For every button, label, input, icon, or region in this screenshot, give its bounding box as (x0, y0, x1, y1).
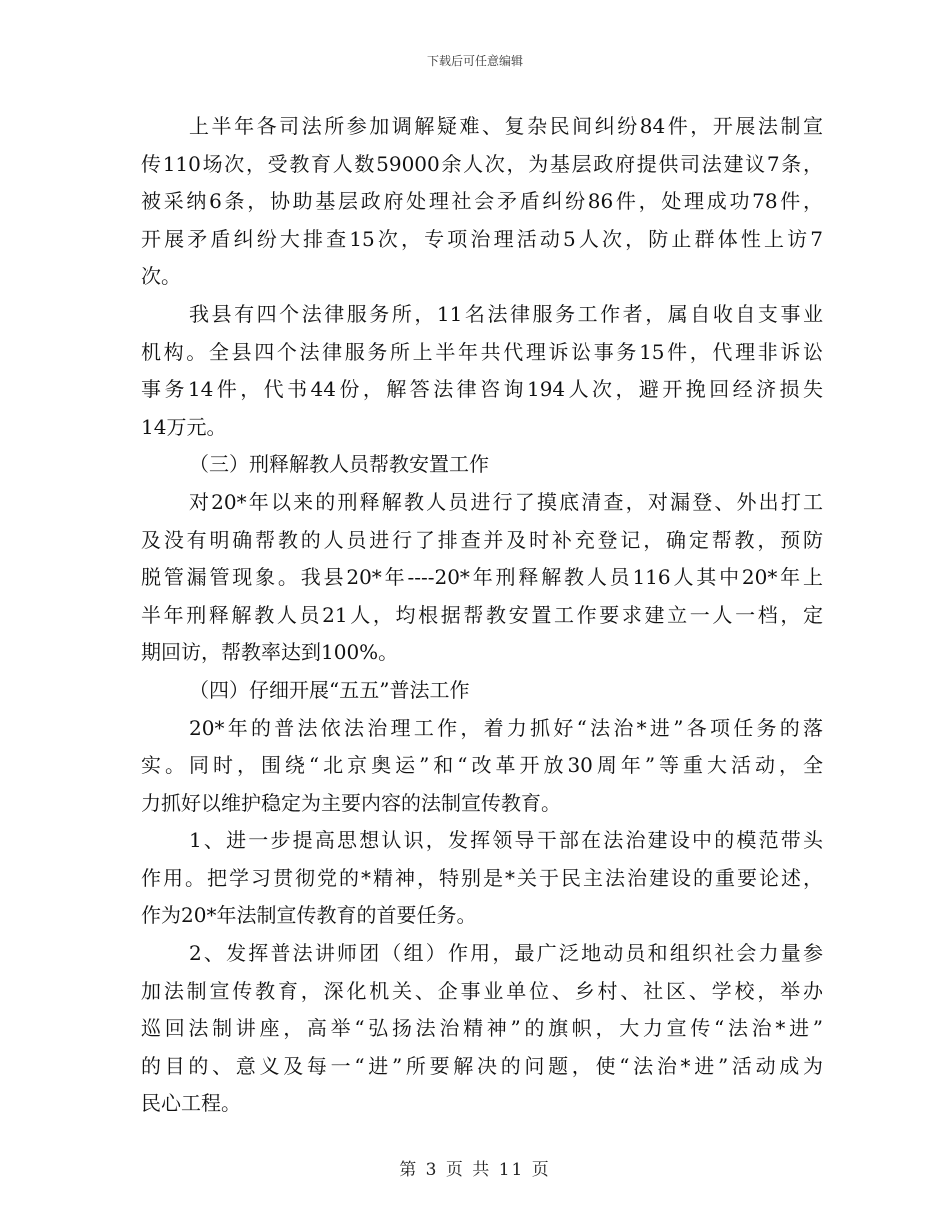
text-line: 巡回法制讲座，高举“弘扬法治精神”的旗帜，大力宣传“法治*进” (141, 1016, 823, 1041)
text-line: 期回访，帮教率达到100%。 (141, 640, 399, 665)
paragraph-legal-service-offices (141, 296, 823, 446)
text-line: 被采纳6条，协助基层政府处理社会矛盾纠纷86件，处理成功78件， (141, 189, 823, 214)
text-line: 20*年的普法依法治理工作，着力抓好“法治*进”各项任务的落 (189, 715, 823, 740)
text-line: 对20*年以来的刑释解教人员进行了摸底清查，对漏登、外出打工 (189, 489, 823, 514)
text-line: 1、进一步提高思想认识，发挥领导干部在法治建设中的模范带头 (189, 828, 823, 853)
text-line: 力抓好以维护稳定为主要内容的法制宣传教育。 (141, 790, 561, 815)
text-line: 实。同时，围绕“北京奥运”和“改革开放30周年”等重大活动，全 (141, 753, 823, 778)
text-line: 作为20*年法制宣传教育的首要任务。 (141, 903, 477, 928)
section-heading: （三）刑释解教人员帮教安置工作 (189, 452, 489, 477)
paragraph-legal-education (141, 710, 823, 823)
page-header: 下载后可任意编辑 (426, 54, 523, 68)
document-body (141, 108, 823, 1123)
section-heading-3 (141, 446, 823, 484)
text-line: 开展矛盾纠纷大排查15次，专项治理活动5人次，防止群体性上访7 (141, 226, 823, 251)
paragraph-released-persons (141, 484, 823, 672)
section-heading: （四）仔细开展“五五”普法工作 (189, 677, 470, 702)
text-line: 及没有明确帮教的人员进行了排查并及时补充登记，确定帮教，预防 (141, 527, 823, 552)
paragraph-item-1 (141, 822, 823, 935)
text-line: 次。 (141, 264, 181, 289)
text-line: 半年刑释解教人员21人，均根据帮教安置工作要求建立一人一档，定 (141, 602, 823, 627)
text-line: 脱管漏管现象。我县20*年----20*年刑释解教人员116人其中20*年上 (141, 565, 823, 590)
section-heading-4 (141, 672, 823, 710)
page-number-footer: 第 3 页 共 11 页 (399, 1160, 551, 1180)
text-line: 2、发挥普法讲师团（组）作用，最广泛地动员和组织社会力量参 (189, 941, 823, 966)
text-line: 事务14件，代书44份，解答法律咨询194人次，避开挽回经济损失 (141, 377, 823, 402)
paragraph-item-2 (141, 935, 823, 1123)
text-line: 14万元。 (141, 414, 227, 439)
text-line: 民心工程。 (141, 1091, 241, 1116)
text-line: 我县有四个法律服务所，11名法律服务工作者，属自收自支事业 (189, 301, 823, 326)
text-line: 作用。把学习贯彻党的*精神，特别是*关于民主法治建设的重要论述， (141, 865, 823, 890)
text-line: 的目的、意义及每一“进”所要解决的问题，使“法治*进”活动成为 (141, 1053, 823, 1078)
text-line: 机构。全县四个法律服务所上半年共代理诉讼事务15件，代理非诉讼 (141, 339, 823, 364)
paragraph-mediation-stats (141, 108, 823, 296)
text-line: 传110场次，受教育人数59000余人次，为基层政府提供司法建议7条， (141, 151, 823, 176)
text-line: 加法制宣传教育，深化机关、企事业单位、乡村、社区、学校，举办 (141, 978, 823, 1003)
text-line: 上半年各司法所参加调解疑难、复杂民间纠纷84件，开展法制宣 (189, 114, 823, 138)
